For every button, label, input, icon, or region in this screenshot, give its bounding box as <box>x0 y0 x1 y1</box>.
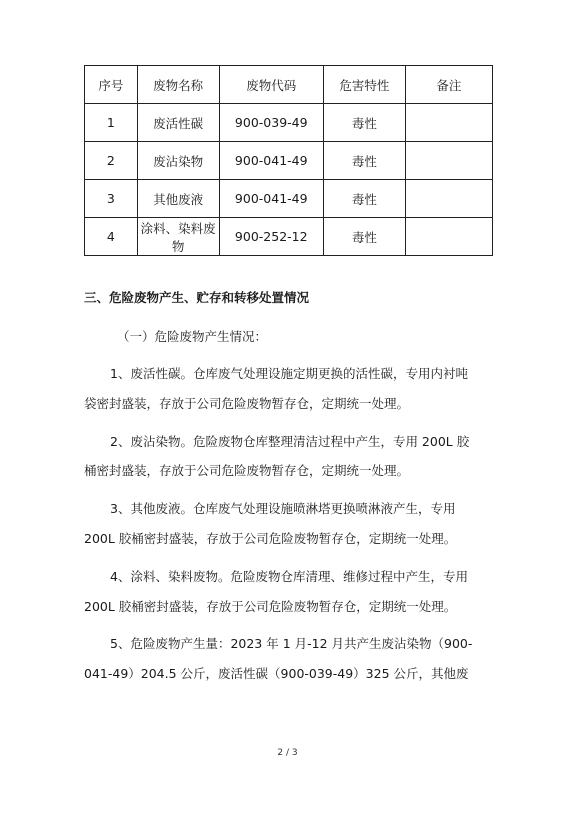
header-remarks: 备注 <box>405 66 492 104</box>
paragraph-line: 袋密封盛装，存放于公司危险废物暂存仓，定期统一处理。 <box>84 396 410 411</box>
waste-table <box>84 65 493 256</box>
cell-waste-name: 废沾染物 <box>137 142 219 180</box>
cell-hazard: 毒性 <box>323 180 405 218</box>
cell-seq: 4 <box>85 218 138 256</box>
header-waste-name: 废物名称 <box>137 66 219 104</box>
cell-waste-code: 900-041-49 <box>219 180 323 218</box>
cell-waste-name: 废活性碳 <box>137 104 219 142</box>
paragraph-line: 1、废活性碳。仓库废气处理设施定期更换的活性碳，专用内衬吨 <box>110 366 468 381</box>
header-hazard: 危害特性 <box>323 66 405 104</box>
cell-waste-code: 900-041-49 <box>219 142 323 180</box>
paragraph-line: 200L 胶桶密封盛装，存放于公司危险废物暂存仓，定期统一处理。 <box>84 531 457 546</box>
paragraph-line: 5、危险废物产生量：2023 年 1 月-12 月共产生废沾染物（900- <box>110 636 473 651</box>
cell-remarks <box>405 104 492 142</box>
cell-remarks <box>405 218 492 256</box>
cell-remarks <box>405 142 492 180</box>
cell-waste-code: 900-039-49 <box>219 104 323 142</box>
subsection-heading: （一）危险废物产生情况： <box>117 329 268 344</box>
header-seq: 序号 <box>85 66 138 104</box>
cell-seq: 1 <box>85 104 138 142</box>
header-waste-code: 废物代码 <box>219 66 323 104</box>
cell-waste-name: 其他废液 <box>137 180 219 218</box>
cell-seq: 3 <box>85 180 138 218</box>
paragraph-line: 3、其他废液。仓库废气处理设施喷淋塔更换喷淋液产生，专用 <box>110 501 456 516</box>
paragraph-line: 4、涂料、染料废物。危险废物仓库清理、维修过程中产生，专用 <box>110 569 468 584</box>
cell-waste-name: 涂料、染料废物 <box>137 218 219 256</box>
cell-remarks <box>405 180 492 218</box>
table-row <box>85 218 493 256</box>
paragraph-line: 200L 胶桶密封盛装，存放于公司危险废物暂存仓，定期统一处理。 <box>84 599 457 614</box>
table-row <box>85 142 493 180</box>
cell-waste-code: 900-252-12 <box>219 218 323 256</box>
cell-seq: 2 <box>85 142 138 180</box>
table-row <box>85 104 493 142</box>
table-header-row <box>85 66 493 104</box>
page-number: 2 / 3 <box>277 748 298 758</box>
cell-hazard: 毒性 <box>323 142 405 180</box>
cell-hazard: 毒性 <box>323 218 405 256</box>
section-heading: 三、危险废物产生、贮存和转移处置情况 <box>84 290 310 305</box>
table-row <box>85 180 493 218</box>
paragraph-line: 041-49）204.5 公斤，废活性碳（900-039-49）325 公斤，其他废 <box>84 666 469 681</box>
paragraph-line: 2、废沾染物。危险废物仓库整理清洁过程中产生，专用 200L 胶 <box>110 434 470 449</box>
cell-hazard: 毒性 <box>323 104 405 142</box>
paragraph-line: 桶密封盛装，存放于公司危险废物暂存仓，定期统一处理。 <box>84 463 410 478</box>
